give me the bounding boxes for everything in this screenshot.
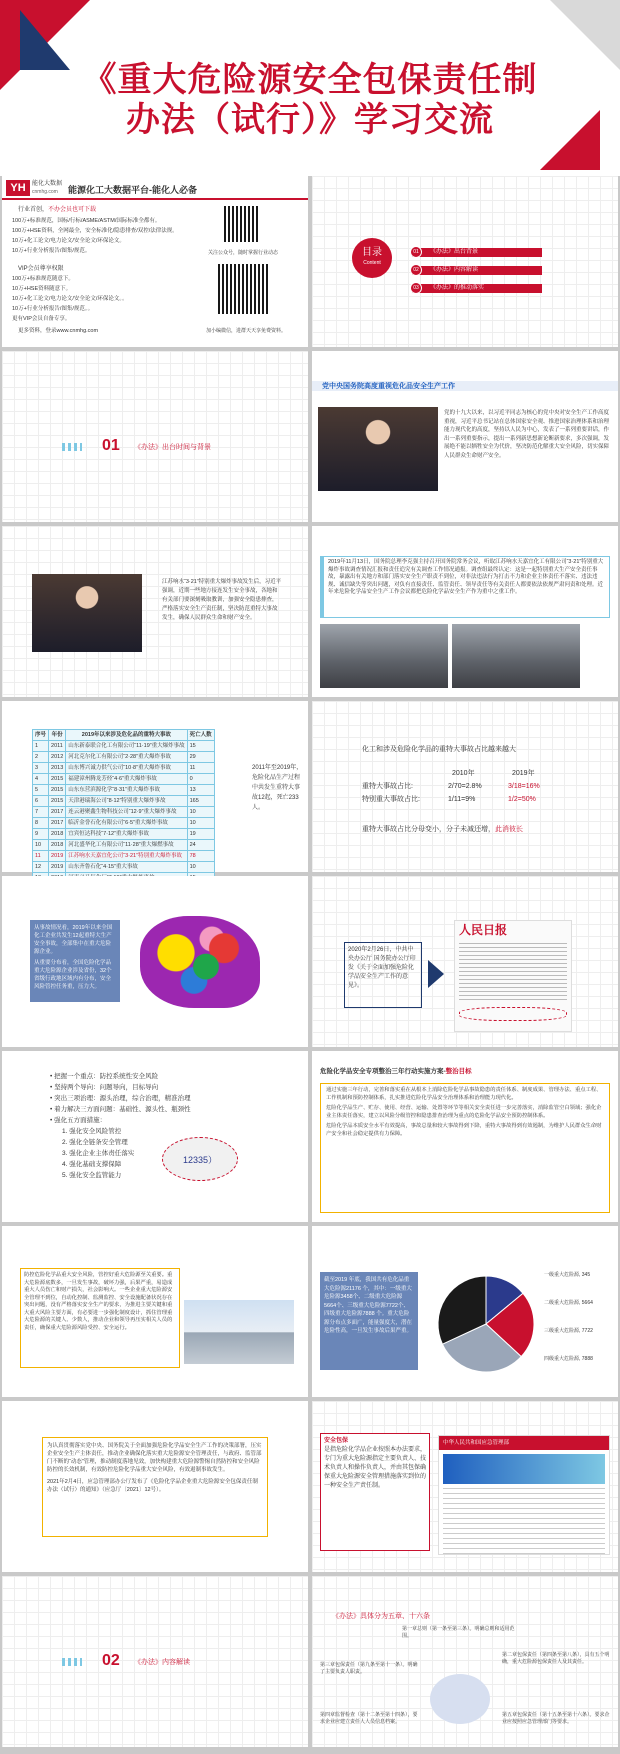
newspaper-title: 人民日报: [459, 923, 508, 937]
qr-caption: 加小编微信，进群天天享免费资料。: [206, 328, 287, 334]
arrow-icon: [428, 960, 444, 988]
table-cell: 2015: [49, 774, 66, 785]
list-item: 突出三项治理：源头治理，综合治理，精准治理: [54, 1095, 191, 1102]
table-cell: 2019: [49, 851, 66, 862]
info-box: 2020年2月26日，中共中央办公厅 国务院办公厅印发《关于全面加强危险化学品安全生产工作的意见》。: [344, 942, 422, 1008]
decor-stripes: [62, 1658, 82, 1666]
table-cell: 2015: [49, 785, 66, 796]
industry-title: 行业首创，: [18, 207, 49, 213]
table-row: [33, 763, 215, 774]
table-header-cell: 2019年以来涉及危化品的重特大事故: [66, 730, 187, 741]
slide-hazard-stats: [312, 1226, 618, 1397]
section-title: 《办法》出台时间与背景: [134, 444, 211, 451]
table-cell: 山东东营滨源化学“8·31”重大爆炸事故: [66, 785, 187, 796]
slide-ad: [2, 176, 308, 347]
info-text: 从事故情况看，2019年以来全国化工企业共发生12起重特大生产安全事故，全部集中在重大危险源企业。: [34, 925, 113, 955]
chapter-item: 第一章总则（第一条至第三条）。明确总则和适用范围。: [402, 1626, 515, 1639]
table-cell: 78: [187, 851, 214, 862]
list-item: 着力解决三方面问题：基础性、源头性、瓶颈性: [54, 1106, 191, 1113]
slide-body: 2019年11月13日，国务院总理李克强主持召开国务院常务会议，听取江苏响水天嘉宜化工有限公司“3·21”特别重大爆炸事故调查情况汇报和责任追究有关调查工作情况通报。调查组最终认定：这是一起特别重大生产安全责任事故，暴露出有关地方和部门落实安全生产职责不到位，对非法违法行为打击不力和企业主体责任不落实、违法违规、诚信缺失等突出问题，对负有直接责任、监管责任、领导责任等有关责任人都要依法依规严肃问责和处理。近年来危险化学品安全生产工作会议都把危险化学品安全生产作为重中之重工作。: [320, 556, 610, 618]
title-line-1: 《重大危险源安全包保责任制: [82, 61, 538, 99]
list-item: 10万+化工论文/电力论文/安全论文/环保论文。。: [12, 296, 128, 302]
qr-code-icon: [218, 264, 268, 314]
column-label: 2019年: [512, 770, 535, 777]
info-box: [30, 920, 120, 1002]
document-title: [0, 60, 620, 140]
slide-party-emphasis: [312, 351, 618, 522]
ministry-header: 中华人民共和国应急管理部: [439, 1436, 609, 1450]
table-row: [33, 851, 215, 862]
table-row: [33, 807, 215, 818]
document-lines: [443, 1488, 605, 1558]
toc-item[interactable]: [412, 248, 542, 257]
newspaper-lines: [459, 943, 567, 1003]
table-cell: 2013: [49, 763, 66, 774]
definition-text: 是指危险化学品企业按照本办法要求，专门为重大危险源指定主要负责人、技术负责人和操作负责人，并由其包保确保重大危险源安全管理措施落实到位的一种安全生产责任制。: [324, 1447, 427, 1489]
table-cell: 连云港聚鑫生物科技公司“12·9”重大爆炸事故: [66, 807, 187, 818]
list-item: 10万+行业分析报告/图集/规范。。: [12, 306, 94, 312]
list-item: 坚持两个导向：问题导向，目标导向: [54, 1084, 159, 1091]
table-cell: 山东齐鲁石化“4·15”重大事故: [66, 862, 187, 873]
slide-body: 党的十九大以来，以习近平同志为核心的党中央对安全生产工作高度重视，习近平总书记站在总体国家安全观、推进国家治理体系和治理能力现代化的高度，坚持以人民为中心，发表了一系列重要讲话，作出一系列重要指示，提出一系列新思想新论断新要求，多次强调，发展绝不能以牺牲安全为代价，坚决防范化解重大安全风险，切实保障人民群众生命财产安全。: [444, 410, 610, 459]
list-item: 强化安全风险管控: [69, 1128, 122, 1135]
slide-ratios: [312, 701, 618, 872]
toc-number: 01: [410, 246, 422, 258]
chapter-item: 第三章包保责任（第九条至第十一条）。明确了主要负责人职责。: [320, 1662, 418, 1675]
slide-distribution: [2, 876, 308, 1047]
table-cell: 7: [33, 807, 49, 818]
list-item: 强化企业主体责任落实: [69, 1150, 135, 1157]
info-text: 从重要分布看，全国危险化学品重大危险源企业涉及省份，32个省级行政地区域内有分布，安全风险管控任务重，压力大。: [34, 960, 112, 990]
title-line-2: 办法（试行）》学习交流: [126, 101, 494, 139]
table-cell: 宜宾恒达科技“7·12”重大爆炸事故: [66, 829, 187, 840]
slide-section-02: [2, 1576, 308, 1747]
table-cell: 4: [33, 774, 49, 785]
table-cell: 江苏响水天嘉宜化公司“3·21”特别重大爆炸事故: [66, 851, 187, 862]
more-link[interactable]: 更多资料，登录www.cnmhg.com: [18, 328, 99, 334]
row-label: 特别重大事故占比:: [362, 796, 420, 803]
table-cell: 8: [33, 818, 49, 829]
newspaper-image: [454, 920, 572, 1032]
section-number: 02: [102, 1652, 120, 1669]
conclusion-highlight: 此消彼长: [495, 826, 523, 833]
toc-item[interactable]: [412, 266, 542, 275]
toc-badge: [352, 238, 392, 278]
table-cell: 2017: [49, 807, 66, 818]
slide-heading: 化工和涉及危险化学品的重特大事故占比越来越大: [362, 746, 516, 753]
toc-item[interactable]: [412, 284, 542, 293]
tank-photo: [184, 1300, 294, 1364]
slide-xiangshui: [2, 526, 308, 697]
table-cell: 2012: [49, 752, 66, 763]
toc-label: 《办法》内容解读: [430, 267, 479, 273]
table-cell: 2011: [49, 741, 66, 752]
toc-title: 目录: [362, 247, 382, 258]
qr-caption: 关注公众号，随时掌握行业动态: [208, 250, 279, 256]
china-map: [140, 916, 260, 1008]
table-cell: 10: [187, 807, 214, 818]
table-cell: 10: [187, 818, 214, 829]
pie-chart: [426, 1256, 616, 1386]
table-header-cell: 死亡人数: [187, 730, 214, 741]
slide-heading: 具体分为五章、十六条: [360, 1613, 430, 1620]
pie-label: 三级重大危险源, 7722: [544, 1328, 593, 1334]
paragraph: 危险化学品本质安全水平有效提高，事故总量和较大事故得到下降，重特大事故得到有效遏制，为维护人民群众生命财产安全和社会稳定提供有力保障。: [326, 1123, 602, 1137]
center-circle: [430, 1674, 490, 1724]
decor-stripes: [62, 443, 82, 451]
table-cell: 10: [187, 862, 214, 873]
table-cell: 10: [33, 840, 49, 851]
table-cell: 29: [187, 752, 214, 763]
vip-list: [12, 274, 207, 324]
ad-heading: 能源化工大数据平台-能化人必备: [68, 185, 197, 195]
table-cell: 9: [33, 829, 49, 840]
value: 1/11=9%: [448, 796, 476, 803]
slide-body: 江苏响水“3·21”特别重大爆炸事故发生后，习近平强调，近期一些地方接连发生安全事故，各地和有关部门要深刻吸取教训，加强安全隐患排查，严格落实安全生产责任制，坚决防范重特大事故发生，确保人民群众生命和财产安全。: [162, 579, 282, 621]
numbers-circle: 12335）: [162, 1137, 238, 1181]
qr-code-icon: [224, 206, 260, 242]
table-cell: 2015: [49, 796, 66, 807]
table-cell: 山东新泰联合化工有限公司“11·19”重大爆炸事故: [66, 741, 187, 752]
table-cell: 5: [33, 785, 49, 796]
table-cell: 0: [187, 774, 214, 785]
banner-image: [443, 1454, 605, 1484]
value: 1/2=50%: [508, 796, 536, 803]
logo-text: 能化大数据: [32, 181, 63, 187]
list-item: 10万+行业分析报告/图集/规范。: [12, 248, 91, 254]
slide-definition: [312, 1401, 618, 1572]
slide-three-year-plan: [312, 1051, 618, 1222]
table-cell: 2: [33, 752, 49, 763]
slide-heading-highlight: 《办法》: [332, 1613, 360, 1620]
list-item: 强化基础支撑保障: [69, 1161, 122, 1168]
table-cell: 11: [187, 763, 214, 774]
table-row: [33, 862, 215, 873]
list-item: 10万+化工论文/电力论文/安全论文/环保论文。: [12, 238, 125, 244]
divider: [2, 198, 308, 200]
paragraph: 危险化学品生产、贮存、使用、经营、运输、处置等环节等相关安全责任进一步完善落实，消除监管空白领域；强化企业主体责任落实，建立以风险分级管控和隐患排查治理为重点的危险化学品安全预防控制体系。: [326, 1105, 602, 1119]
list-item: 100万+HSE资料，全网最全，安全标准化/隐患排查/双控/法律法规。: [12, 228, 178, 234]
list-item: 把握一个重点：防控系统性安全风险: [54, 1073, 159, 1080]
paragraph: 2021年2月4日，应急管理部办公厅发布了《危险化学品企业重大危险源安全包保责任制办法（试行）的通知》（应急厅〔2021〕12号）。: [47, 1479, 258, 1493]
table-cell: 2018: [49, 829, 66, 840]
table-cell: 165: [187, 796, 214, 807]
slide-state-council: [312, 526, 618, 697]
pie-label: 二级重大危险源, 5664: [544, 1300, 593, 1306]
conclusion: 重特大事故占比分母变小，分子未减还增，: [362, 826, 495, 833]
slide-opinion: [312, 876, 618, 1047]
slide-heading-highlight: 整治目标: [445, 1068, 472, 1075]
slide-section-01: [2, 351, 308, 522]
value: 2/70=2.8%: [448, 783, 482, 790]
list-item: 更有VIP会员自备专享。: [12, 316, 71, 322]
logo-icon: YH: [6, 180, 30, 196]
slide-accident-table: [2, 701, 308, 872]
accident-table: [32, 729, 215, 884]
table-cell: 15: [187, 741, 214, 752]
paragraph: 通过实施三年行动，完善和落实重在从根本上消除危险化学品事故隐患的责任体系、制度成果、管理办法、重点工程、工作机制和预防控制体系，扎实推进危险化学品安全治理体系和治理能力现代化。: [326, 1087, 602, 1101]
logo-sub: cnmhg.com: [32, 189, 58, 195]
accident-photo: [320, 624, 448, 688]
title-banner: [0, 0, 620, 176]
list-item: 强化全链条安全管理: [69, 1139, 128, 1146]
list-item: 强化安全监管能力: [69, 1172, 122, 1179]
table-cell: 河北盛华化工有限公司“11·28”重大爆燃事故: [66, 840, 187, 851]
toc-number: 02: [410, 264, 422, 276]
table-row: [33, 785, 215, 796]
list-item: 100万+标准规范随意下。: [12, 276, 74, 282]
row-label: 重特大事故占比:: [362, 783, 413, 790]
section-title: 《办法》内容解读: [134, 1659, 190, 1666]
table-cell: 2019: [49, 862, 66, 873]
table-cell: 6: [33, 796, 49, 807]
point-list: • 把握一个重点：防控系统性安全风险 • 坚持两个导向：问题导向，目标导向 • 突出三项治理：源头治理，综合治理，精准治理 • 着力解决三方面问题：基础性、源头性、瓶颈性 • 强化五方面措施： 1. 强化安全风险管控 2. 强化全链条安全管理 3. 强化企业主体责任落实 4. 强化基础支撑保障 5. 强化安全监管能力: [50, 1073, 191, 1179]
table-cell: 12: [33, 862, 49, 873]
table-row: [33, 818, 215, 829]
toc-label: 《办法》出台背景: [430, 249, 479, 255]
paragraph: 为认真贯彻落实党中央、国务院关于全面加强危险化学品安全生产工作的决策部署，压实企业安全生产主体责任，推动企业确保化落实重大危险源安全管理责任，与政府、监管部门不断的“动态”管理，推动制度落地见效，加快构建重大危险源警惕自然防控和安全风险防控的长效机制，有效防控危险化学品重大安全风险，有效遏制事故发生。: [47, 1443, 262, 1473]
table-cell: 1: [33, 741, 49, 752]
industry-note: 不办会员也可下载: [48, 207, 97, 213]
table-cell: 3: [33, 763, 49, 774]
table-header-cell: 序号: [33, 730, 49, 741]
table-cell: 11: [33, 851, 49, 862]
slide-chapters: [312, 1576, 618, 1747]
slide-heading: 危险化学品安全专项整治三年行动实施方案-: [320, 1068, 446, 1075]
table-cell: 山东博兴诚力供气公司“10·8”重大爆炸事故: [66, 763, 187, 774]
table-cell: 福建漳州腾龙芳烃“4·6”重大爆炸事故: [66, 774, 187, 785]
plan-box: [320, 1083, 610, 1213]
list-item: 100万+标准规范，国标/行标/ASME/ASTM/国际标准全都有。: [12, 218, 161, 224]
table-header-cell: 年份: [49, 730, 66, 741]
list-item: 10万+HSE资料随意下。: [12, 286, 72, 292]
industry-list: [12, 216, 207, 256]
table-row: [33, 752, 215, 763]
table-cell: 河北克尔化工有限公司“2·28”重大爆炸事故: [66, 752, 187, 763]
table-row: [33, 829, 215, 840]
table-cell: 2018: [49, 840, 66, 851]
notice-box: [42, 1437, 268, 1537]
info-box: 截至2019 年底，我国共有危化品重大危险源21176 个，其中：一级重大危险源3458个、二级重大危险源5664个、三级重大危险源7722个、四级重大危险源7888 个。重大危险源分布点多面广，能量强度大，潜在危险性高，一旦发生事故后果严重。: [320, 1272, 418, 1370]
table-cell: 13: [187, 785, 214, 796]
accident-photo: [452, 624, 580, 688]
slide-key-points: [2, 1051, 308, 1222]
table-row: [33, 774, 215, 785]
chapter-item: 第二章包保责任（第四条至第八条），具有五个明确，重大危险源包保责任人及其责任。: [502, 1652, 610, 1665]
table-row: [33, 741, 215, 752]
leader-photo: [32, 574, 142, 652]
toc-sub: Content: [363, 260, 381, 266]
slide-notice: [2, 1401, 308, 1572]
highlight-circle: [459, 1007, 567, 1021]
slide-heading: 党中央国务院高度重视危化品安全生产工作: [322, 383, 455, 390]
table-cell: 24: [187, 840, 214, 851]
ministry-page-image: [438, 1435, 610, 1555]
slide-risk-control: [2, 1226, 308, 1397]
slide-toc: [312, 176, 618, 347]
table-cell: 19: [187, 829, 214, 840]
toc-label: 《办法》的推动落实: [430, 285, 485, 291]
table-cell: 2017: [49, 818, 66, 829]
section-number: 01: [102, 437, 120, 454]
table-cell: 临沂金誉石化有限公司“6·5”重大爆炸事故: [66, 818, 187, 829]
leader-photo: [318, 407, 438, 491]
definition-box: [320, 1433, 430, 1551]
toc-number: 03: [410, 282, 422, 294]
pie-label: 一级重大危险源, 345: [544, 1272, 591, 1278]
value: 3/18=16%: [508, 783, 540, 790]
definition-tag: 安全包保: [324, 1438, 349, 1444]
chapter-item: 第四章监督检查（第十二条至第十四条），要求企业应建立责任人人员信息档案。: [320, 1712, 418, 1725]
table-row: [33, 840, 215, 851]
table-header: [33, 730, 215, 741]
column-label: 2010年: [452, 770, 475, 777]
chapter-item: 第五章包保责任（第十五条至第十六条）。要求企业应按照应急管理部门等要求。: [502, 1712, 610, 1725]
table-summary: 2011年至2019年，危险化品生产过程中共发生重特大事故12起，死亡233人。: [252, 765, 303, 811]
table-row: [33, 796, 215, 807]
list-item: 强化五方面措施：: [54, 1117, 107, 1124]
pie-label: 四级重大危险源, 7888: [544, 1356, 593, 1362]
slide-body: 防控危险化学品重大安全风险，管控好重大危险源至关重要。重大危险源底数多，一旦发生事故，破坏力强，后果严重，易造成重大人员伤亡和财产损失，社会影响大。一些企业重大危险源安全管理不到位，自动化控制、监测监控、安全设施配备状况存在突出问题，没有严格落实安全生产的要求，为推进主要关键和重大重大风险主要方面，有必要进一步强化制度设计，抓住管理重大危险源的关键人、少数人，推动企业和领导再压实相关人员的责任，确保重大危险源风险受控、安全运行。: [20, 1268, 180, 1368]
table-cell: 天津港瑞海公司“8·12”特别重大爆炸事故: [66, 796, 187, 807]
vip-title: VIP会员尊享权限: [18, 266, 64, 272]
